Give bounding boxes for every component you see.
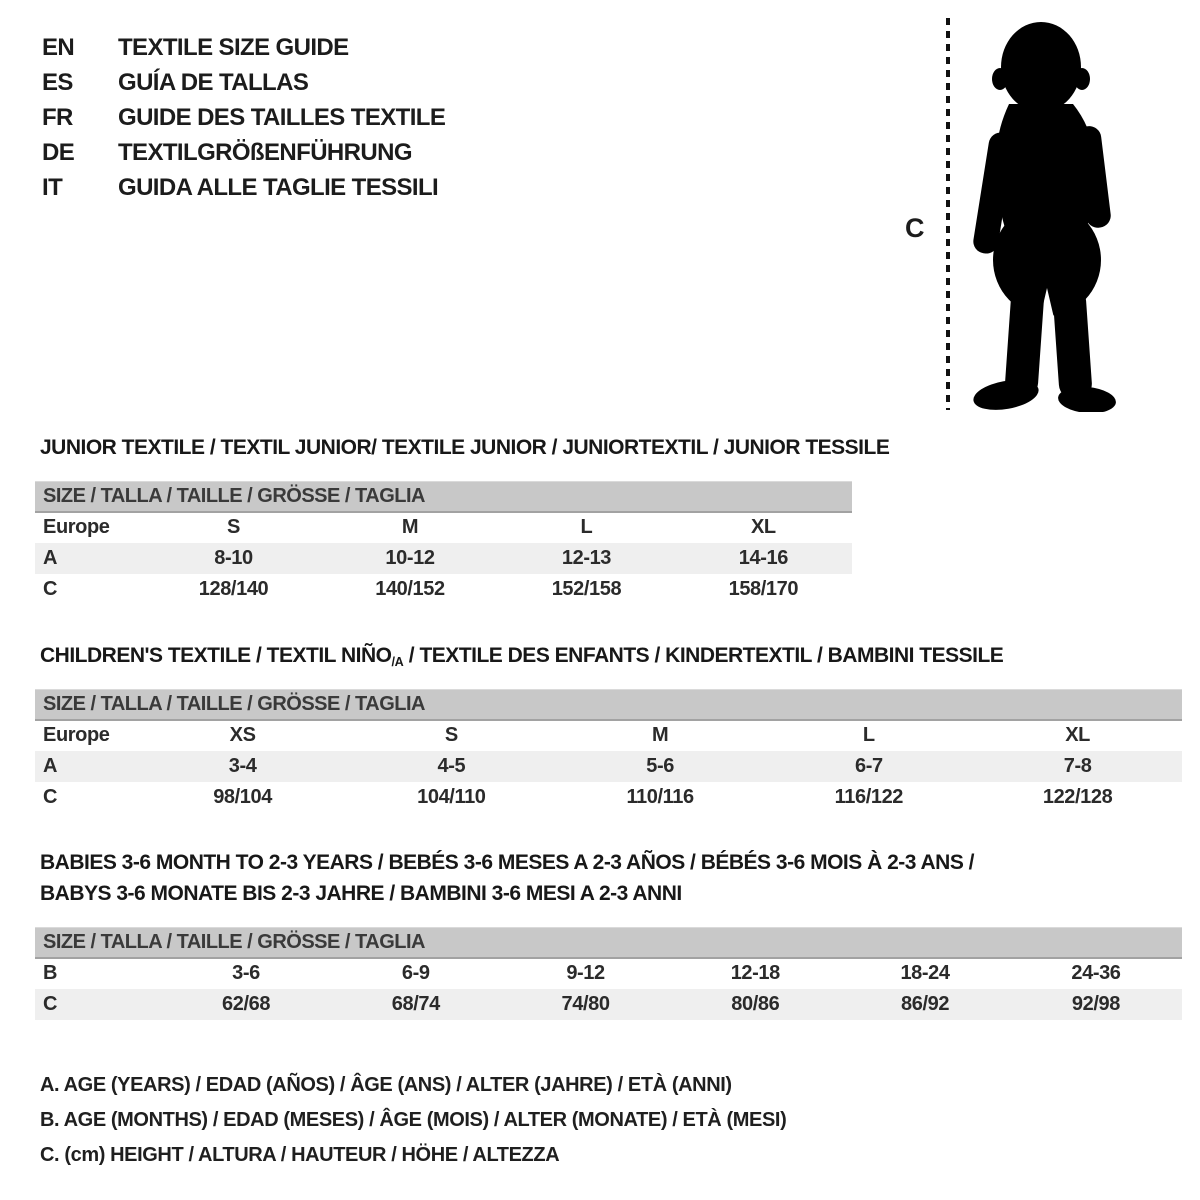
lang-row-it [42,170,445,205]
cell: 92/98 [1010,989,1182,1020]
table-header-bar [35,928,1182,958]
cell: 110/116 [626,785,694,808]
measurement-legend [40,1068,786,1173]
lang-code: ES [42,68,73,96]
table-row [35,751,1182,782]
lang-title: TEXTILGRÖßENFÜHRUNG [118,138,412,166]
lang-code: IT [42,173,63,201]
cell: 98/104 [213,785,272,808]
cell: 140/152 [375,577,445,600]
cell: 12-18 [730,962,780,984]
table-row [35,958,1182,989]
cell: 14-16 [675,543,852,574]
children-size-table [35,689,1182,813]
cell: 3-6 [232,962,260,984]
junior-size-table [35,481,852,605]
size-header-label: SIZE / TALLA / TAILLE / GRÖSSE / TAGLIA [35,482,852,512]
children-section-title [40,644,1003,669]
cell: S [227,516,240,538]
legend-line-a: A. AGE (YEARS) / EDAD (AÑOS) / ÂGE (ANS) / ALTER (JAHRE) / ETÀ (ANNI) [40,1074,732,1096]
height-measure-dashed-line [946,18,950,410]
cell: L [580,516,593,538]
cell: 3-4 [138,751,347,782]
junior-section-title: JUNIOR TEXTILE / TEXTIL JUNIOR/ TEXTILE JUNIOR / JUNIORTEXTIL / JUNIOR TESSILE [40,436,890,459]
babies-section-title-line1: BABIES 3-6 MONTH TO 2-3 YEARS / BEBÉS 3-6 MESES A 2-3 AÑOS / BÉBÉS 3-6 MOIS À 2-3 ANS / [40,851,975,874]
table-row [35,543,852,574]
row-label: A [35,543,145,574]
cell: 24-36 [1071,962,1121,984]
cell: 104/110 [417,785,486,808]
lang-title: GUÍA DE TALLAS [118,68,309,96]
babies-size-table [35,927,1182,1020]
cell: 6-9 [401,962,430,984]
children-title-pre: CHILDREN'S TEXTILE / TEXTIL NIÑO [40,644,392,667]
row-label: Europe [43,724,110,746]
cell: M [401,516,419,538]
table-row [35,782,1182,813]
cell: XL [1065,724,1090,746]
lang-row-fr [42,100,445,135]
cell: 158/170 [728,577,799,600]
row-label: Europe [43,516,110,538]
size-header-label: SIZE / TALLA / TAILLE / GRÖSSE / TAGLIA [35,690,1182,720]
cell: 86/92 [840,989,1010,1020]
cell: 12-13 [498,543,674,574]
cell: S [444,724,458,746]
cell: 122/128 [1042,785,1113,808]
row-label: C [43,577,58,600]
cell: 152/158 [551,577,622,600]
cell: 18-24 [900,962,950,984]
cell: XL [750,516,776,538]
row-label: C [43,785,58,808]
cell: 6-7 [764,751,973,782]
lang-title: GUIDE DES TAILLES TEXTILE [118,103,446,131]
size-header-label: SIZE / TALLA / TAILLE / GRÖSSE / TAGLIA [35,928,1182,958]
children-title-post: / TEXTILE DES ENFANTS / KINDERTEXTIL / BAMBINI TESSILE [403,644,1004,667]
table-row [35,720,1182,751]
children-title-sub: /A [391,654,404,669]
lang-row-es [42,65,445,100]
legend-line-c: C. (cm) HEIGHT / ALTURA / HAUTEUR / HÖHE / ALTEZZA [40,1144,560,1166]
cell: M [651,724,669,746]
lang-code: FR [42,103,73,131]
table-row [35,574,852,605]
babies-section-title-line2: BABYS 3-6 MONATE BIS 2-3 JAHRE / BAMBINI 3-6 MESI A 2-3 ANNI [40,882,682,905]
cell: L [862,724,875,746]
cell: 7-8 [973,751,1182,782]
lang-title: TEXTILE SIZE GUIDE [118,33,349,61]
language-title-list [42,30,445,205]
cell: 62/68 [161,989,331,1020]
lang-row-en [42,30,445,65]
table-row [35,512,852,543]
row-label: B [43,962,58,984]
cell: XS [229,724,256,746]
table-header-bar [35,690,1182,720]
table-header-bar [35,482,852,512]
cell: 68/74 [331,989,501,1020]
cell: 10-12 [322,543,498,574]
cell: 8-10 [145,543,321,574]
cell: 9-12 [566,962,605,984]
lang-row-de [42,135,445,170]
cell: 128/140 [198,577,269,600]
row-label: A [35,751,138,782]
lang-title: GUIDA ALLE TAGLIE TESSILI [118,173,439,201]
table-row [35,989,1182,1020]
legend-line-b: B. AGE (MONTHS) / EDAD (MESES) / ÂGE (MOIS) / ALTER (MONATE) / ETÀ (MESI) [40,1109,787,1131]
cell: 5-6 [556,751,765,782]
cell: 80/86 [670,989,840,1020]
cell: 4-5 [347,751,556,782]
lang-code: DE [42,138,75,166]
cell: 74/80 [501,989,671,1020]
cell: 116/122 [834,785,904,808]
toddler-silhouette-icon [963,16,1135,412]
row-label: C [35,989,161,1020]
lang-code: EN [42,33,75,61]
height-measure-label: C [905,213,925,243]
